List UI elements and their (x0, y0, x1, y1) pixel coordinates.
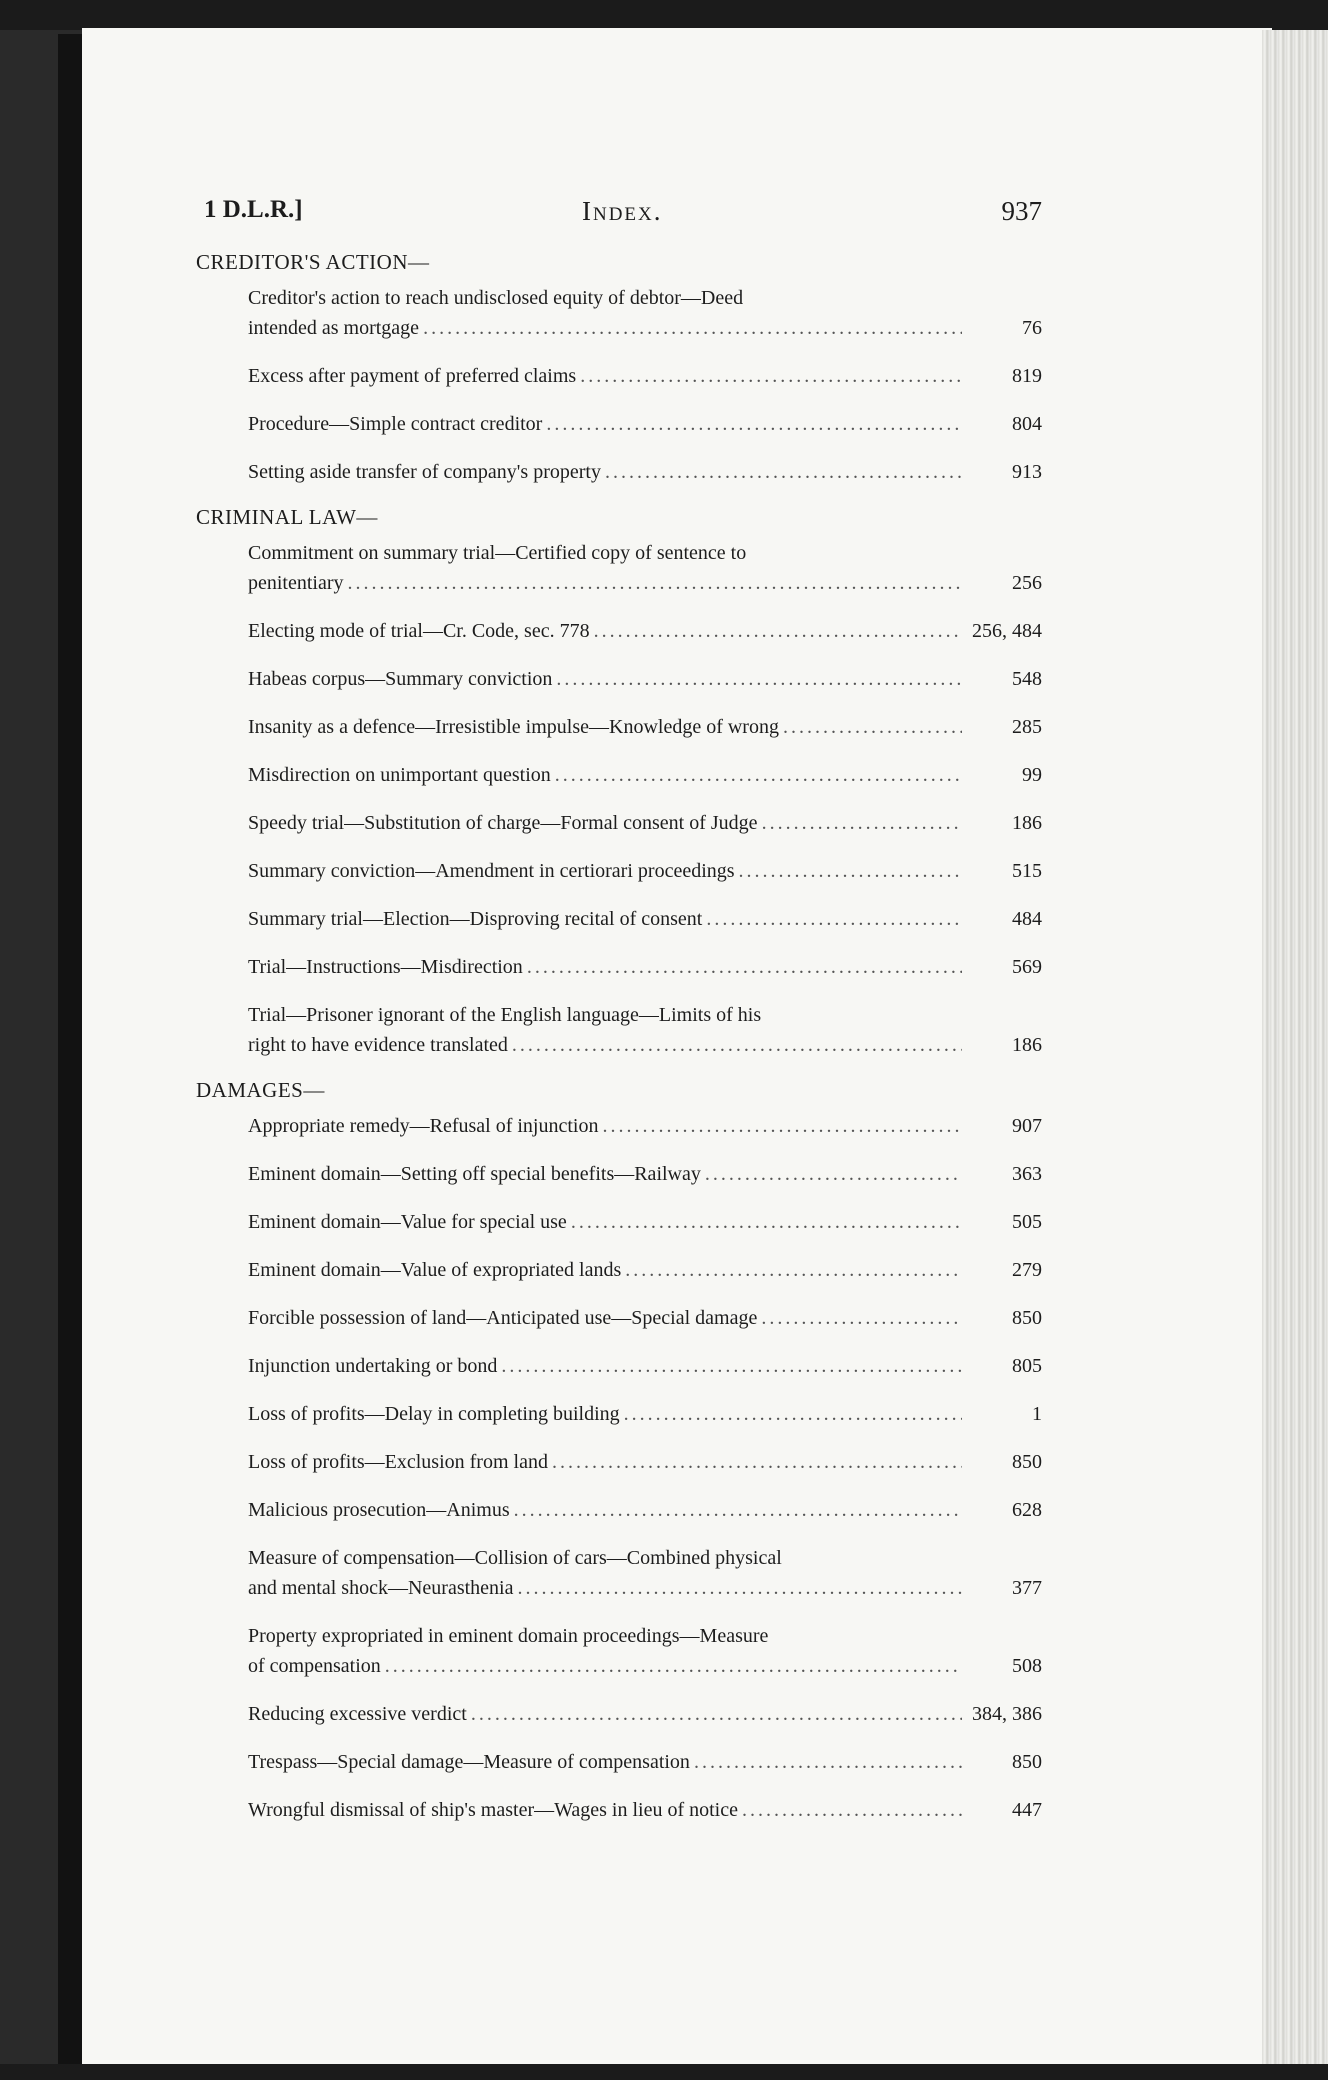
leader-dots (705, 1159, 962, 1189)
index-entry (248, 1303, 1042, 1333)
entry-text: Setting aside transfer of company's property (248, 461, 601, 483)
entry-text: Speedy trial—Substitution of charge—Formal consent of Judge (248, 812, 758, 834)
entry-text: of compensation (248, 1655, 381, 1677)
entry-text: Habeas corpus—Summary conviction (248, 668, 553, 690)
page-number: 937 (1001, 196, 1042, 226)
leader-dots (471, 1699, 962, 1729)
entry-page-reference: 850 (1012, 1751, 1042, 1773)
index-entry (248, 538, 1042, 598)
entry-page-reference: 628 (1012, 1499, 1042, 1521)
leader-dots (514, 1495, 962, 1525)
index-entry (248, 283, 1042, 343)
entry-page-reference: 850 (1012, 1451, 1042, 1473)
entry-text: Summary trial—Election—Disproving recital of consent (248, 908, 703, 930)
index-entry (248, 1447, 1042, 1477)
entry-page-reference: 256, 484 (972, 620, 1042, 642)
entry-text: Injunction undertaking or bond (248, 1355, 498, 1377)
index-entry (248, 1543, 1042, 1603)
index-entry (248, 1399, 1042, 1429)
scan-top-border (0, 0, 1328, 30)
entry-text: Insanity as a defence—Irresistible impulse—Knowledge of wrong (248, 716, 779, 738)
entry-page-reference: 548 (1012, 668, 1042, 690)
page-fore-edge (1262, 30, 1328, 2066)
entry-page-reference: 279 (1012, 1259, 1042, 1281)
index-entry (248, 409, 1042, 439)
entry-page-reference: 447 (1012, 1799, 1042, 1821)
section-heading: CREDITOR'S ACTION— (196, 250, 430, 274)
entry-text: Eminent domain—Value for special use (248, 1211, 567, 1233)
entry-page-reference: 804 (1012, 413, 1042, 435)
leader-dots (556, 664, 962, 694)
volume-reference: 1 D.L.R.] (204, 196, 303, 223)
entry-page-reference: 363 (1012, 1163, 1042, 1185)
entry-text: Reducing excessive verdict (248, 1703, 467, 1725)
leader-dots (625, 1255, 962, 1285)
entry-text-line: Commitment on summary trial—Certified copy of sentence to (248, 542, 747, 564)
leader-dots (517, 1573, 962, 1603)
entry-text-line: Measure of compensation—Collision of cars—Combined physical (248, 1547, 782, 1569)
entry-text: Procedure—Simple contract creditor (248, 413, 543, 435)
entry-page-reference: 515 (1012, 860, 1042, 882)
running-head (196, 190, 1042, 240)
leader-dots (501, 1351, 962, 1381)
entry-text: Appropriate remedy—Refusal of injunction (248, 1115, 599, 1137)
entry-page-reference: 505 (1012, 1211, 1042, 1233)
entry-text: Eminent domain—Value of expropriated lands (248, 1259, 622, 1281)
leader-dots (571, 1207, 962, 1237)
leader-dots (762, 808, 962, 838)
leader-dots (602, 1111, 962, 1141)
entry-page-reference: 186 (1012, 1034, 1042, 1056)
entry-text: Forcible possession of land—Anticipated use—Special damage (248, 1307, 758, 1329)
entry-page-reference: 907 (1012, 1115, 1042, 1137)
scan-bottom-border (0, 2064, 1328, 2080)
entry-text: Eminent domain—Setting off special benefits—Railway (248, 1163, 701, 1185)
leader-dots (706, 904, 962, 934)
leader-dots (739, 856, 962, 886)
index-entry (248, 1000, 1042, 1060)
leader-dots (761, 1303, 962, 1333)
index-entry (248, 1795, 1042, 1825)
index-entry (248, 712, 1042, 742)
leader-dots (546, 409, 962, 439)
entry-page-reference: 805 (1012, 1355, 1042, 1377)
entry-text: Electing mode of trial—Cr. Code, sec. 778 (248, 620, 590, 642)
section-heading: DAMAGES— (196, 1078, 325, 1102)
entry-text: intended as mortgage (248, 317, 420, 339)
index-entry (248, 1159, 1042, 1189)
index-page-content (196, 190, 1042, 1843)
entry-text: right to have evidence translated (248, 1034, 508, 1056)
entry-text: Excess after payment of preferred claims (248, 365, 577, 387)
entry-text-line: Property expropriated in eminent domain proceedings—Measure (248, 1625, 769, 1647)
entry-page-reference: 850 (1012, 1307, 1042, 1329)
entry-page-reference: 1 (1032, 1403, 1042, 1425)
index-entry (248, 808, 1042, 838)
page-binding-edge (58, 34, 82, 2064)
entry-text: penitentiary (248, 572, 344, 594)
index-entry (248, 904, 1042, 934)
index-sections (196, 250, 1042, 1825)
entry-text: Wrongful dismissal of ship's master—Wages in lieu of notice (248, 1799, 738, 1821)
entry-page-reference: 186 (1012, 812, 1042, 834)
leader-dots (423, 313, 962, 343)
index-entry (248, 616, 1042, 646)
leader-dots (783, 712, 962, 742)
leader-dots (512, 1030, 962, 1060)
index-entry (248, 1699, 1042, 1729)
leader-dots (348, 568, 962, 598)
index-entry (248, 1495, 1042, 1525)
entry-page-reference: 99 (1022, 764, 1042, 786)
index-entry (248, 361, 1042, 391)
leader-dots (624, 1399, 962, 1429)
index-entry (248, 1207, 1042, 1237)
index-entry (248, 856, 1042, 886)
entry-page-reference: 377 (1012, 1577, 1042, 1599)
entry-text: and mental shock—Neurasthenia (248, 1577, 514, 1599)
entry-text: Loss of profits—Delay in completing building (248, 1403, 620, 1425)
entry-page-reference: 484 (1012, 908, 1042, 930)
index-entry (248, 1111, 1042, 1141)
index-entry (248, 457, 1042, 487)
leader-dots (555, 760, 962, 790)
entry-text: Malicious prosecution—Animus (248, 1499, 510, 1521)
entry-text-line: Trial—Prisoner ignorant of the English language—Limits of his (248, 1004, 762, 1026)
entry-text: Trespass—Special damage—Measure of compensation (248, 1751, 690, 1773)
index-entry (248, 952, 1042, 982)
index-entry (248, 1351, 1042, 1381)
entry-page-reference: 384, 386 (972, 1703, 1042, 1725)
leader-dots (605, 457, 962, 487)
entry-page-reference: 285 (1012, 716, 1042, 738)
entry-text-line: Creditor's action to reach undisclosed equity of debtor—Deed (248, 287, 744, 309)
leader-dots (694, 1747, 962, 1777)
entry-text: Loss of profits—Exclusion from land (248, 1451, 548, 1473)
entry-page-reference: 569 (1012, 956, 1042, 978)
leader-dots (594, 616, 962, 646)
entry-page-reference: 508 (1012, 1655, 1042, 1677)
index-entry (248, 1747, 1042, 1777)
entry-text: Summary conviction—Amendment in certiorari proceedings (248, 860, 735, 882)
leader-dots (580, 361, 962, 391)
index-entry (248, 664, 1042, 694)
entry-page-reference: 256 (1012, 572, 1042, 594)
entry-page-reference: 819 (1012, 365, 1042, 387)
leader-dots (385, 1651, 962, 1681)
entry-page-reference: 76 (1022, 317, 1042, 339)
leader-dots (552, 1447, 962, 1477)
index-entry (248, 760, 1042, 790)
entry-text: Trial—Instructions—Misdirection (248, 956, 523, 978)
section-heading: CRIMINAL LAW— (196, 505, 378, 529)
page-title: Index. (582, 196, 663, 226)
leader-dots (527, 952, 962, 982)
entry-page-reference: 913 (1012, 461, 1042, 483)
leader-dots (742, 1795, 962, 1825)
entry-text: Misdirection on unimportant question (248, 764, 551, 786)
index-entry (248, 1621, 1042, 1681)
index-entry (248, 1255, 1042, 1285)
